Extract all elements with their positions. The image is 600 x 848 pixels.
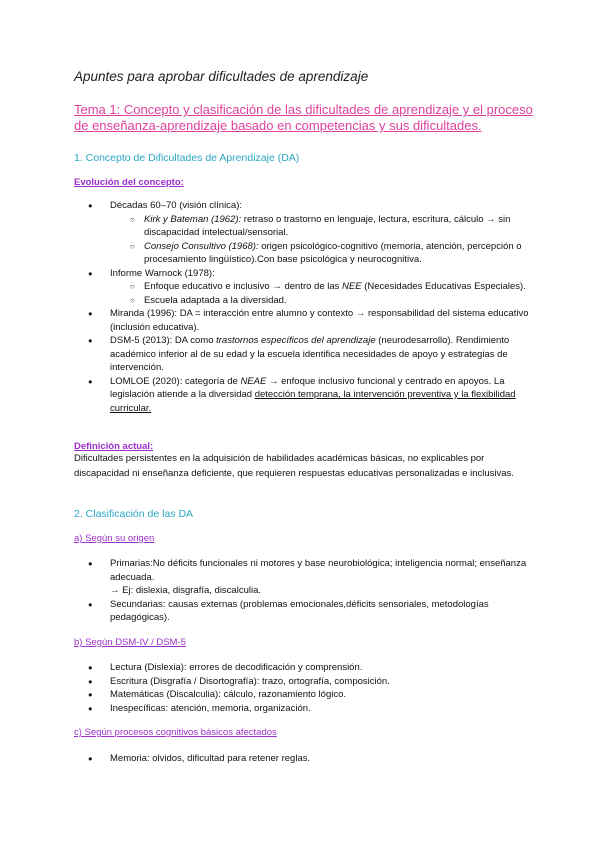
list-item: ● Lectura (Dislexia): errores de decodificación y comprensión. xyxy=(74,661,534,675)
list-item-kirk: ○ Kirk y Bateman (1962): retraso o trastorno en lenguaje, lectura, escritura, cálculo → sin discapacidad intelectual/sensorial. xyxy=(74,213,534,240)
dsm-label: b) Según DSM-IV / DSM-5 xyxy=(74,637,186,648)
evolucion-label: Evolución del concepto: xyxy=(74,177,184,188)
list-item-warnock-escuela: ○ Escuela adaptada a la diversidad. xyxy=(74,294,534,308)
list-item-dsm5: ● DSM-5 (2013): DA como trastornos específicos del aprendizaje (neurodesarrollo). Rendimiento académico inferior al de su edad y la escuela identifica necesidades de apoyo y estrategias de intervención. xyxy=(74,334,534,375)
definicion-label: Definición actual: xyxy=(74,441,154,452)
list-item: ● Memoria: olvidos, dificultad para retener reglas. xyxy=(74,752,534,766)
list-item: ● Escritura (Disgrafía / Disortografía): trazo, ortografía, composición. xyxy=(74,675,534,689)
section-1-heading: 1. Concepto de Dificultades de Aprendizaje (DA) xyxy=(74,152,300,164)
document-title: Apuntes para aprobar dificultades de aprendizaje xyxy=(74,69,369,84)
evolucion-list xyxy=(74,199,534,415)
consejo-name: Consejo Consultivo (1968): xyxy=(144,240,259,252)
list-item-decadas: ● Décadas 60–70 (visión clínica): xyxy=(74,199,534,213)
procesos-label: c) Según procesos cognitivos básicos afectados xyxy=(74,727,277,738)
procesos-list xyxy=(74,752,534,766)
list-item-warnock: ● Informe Warnock (1978): xyxy=(74,267,534,281)
list-item-secundarias: ● Secundarias: causas externas (problemas emocionales,déficits sensoriales, metodologías pedagógicas). xyxy=(74,598,534,625)
origen-label: a) Según su origen xyxy=(74,533,155,544)
list-item: ● Matemáticas (Discalculia): cálculo, razonamiento lógico. xyxy=(74,688,534,702)
list-item: ● Inespecíficas: atención, memoria, organización. xyxy=(74,702,534,716)
list-item-lomloe: ● LOMLOE (2020): categoría de NEAE → enfoque inclusivo funcional y centrado en apoyos. La legislación atiende a la diversidad detección temprana, la intervención preventiva y la flexibilidad curricular. xyxy=(74,375,534,416)
list-item-warnock-enfoque: ○ Enfoque educativo e inclusivo → dentro de las NEE (Necesidades Educativas Especiales). xyxy=(74,280,534,294)
list-item-consejo: ○ Consejo Consultivo (1968): origen psicológico-cognitivo (memoria, atención, percepción o procesamiento lingüístico).Con base psicológica y neurocognitiva. xyxy=(74,240,534,267)
origen-list xyxy=(74,557,534,625)
section-2-heading: 2. Clasificación de las DA xyxy=(74,508,194,520)
topic-heading-link[interactable]: Tema 1: Concepto y clasificación de las dificultades de aprendizaje y el proceso de enseñanza-aprendizaje basado en competencias y sus dificultades. xyxy=(74,102,533,133)
list-item-primarias: ● Primarias:No déficits funcionales ni motores y base neurobiológica; inteligencia normal; enseñanza adecuada. → Ej: dislexia, disgrafía, discalculia. xyxy=(74,557,534,598)
list-item-miranda: ● Miranda (1996): DA = interacción entre alumno y contexto → responsabilidad del sistema educativo (inclusión educativa). xyxy=(74,307,534,334)
kirk-name: Kirk y Bateman (1962): xyxy=(144,213,242,225)
definicion-text: Dificultades persistentes en la adquisición de habilidades académicas básicas, no explicables por discapacidad ni enseñanza deficiente, que requieren respuestas educativas personalizadas e inclusivas. xyxy=(74,453,514,479)
dsm-list xyxy=(74,661,534,715)
